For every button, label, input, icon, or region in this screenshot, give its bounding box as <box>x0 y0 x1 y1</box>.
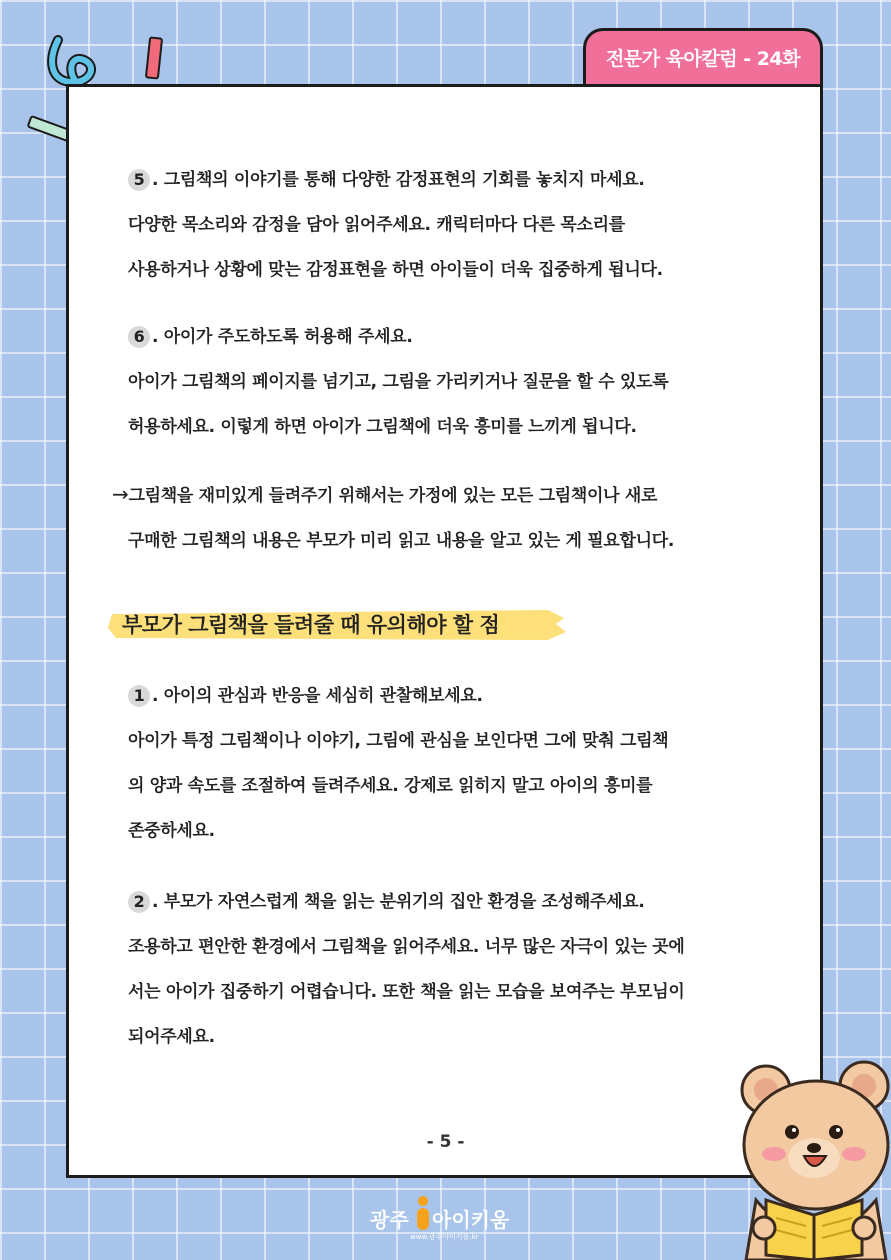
note <box>112 482 792 574</box>
tip-text: 사용하거나 상황에 맞는 감정표현을 하면 아이들이 더욱 집중하게 됩니다. <box>128 260 663 280</box>
tip-number-badge: 1 <box>128 685 150 707</box>
column-tab-label: 전문가 육아칼럼 - 24화 <box>605 48 800 70</box>
tip-6 <box>128 325 768 460</box>
tip-5 <box>128 168 768 303</box>
tip-text: 되어주세요. <box>128 1027 215 1047</box>
tip-text: 아이가 그림책의 페이지를 넘기고, 그림을 가리키거나 질문을 할 수 있도록 <box>128 372 669 392</box>
tip-number-badge: 5 <box>128 169 150 191</box>
gwangju-aikium-logo <box>370 1196 520 1246</box>
note-text: 그림책을 재미있게 들려주기 위해서는 가정에 있는 모든 그림책이나 새로 <box>128 486 658 506</box>
tip-1 <box>128 684 768 864</box>
logo-person-icon <box>414 1196 432 1232</box>
column-tab <box>583 28 823 84</box>
tip-number-badge: 6 <box>128 326 150 348</box>
tip-text: 조용하고 편안한 환경에서 그림책을 읽어주세요. 너무 많은 자극이 있는 곳에 <box>128 937 685 957</box>
tip-title: . 아이의 관심과 반응을 세심히 관찰해보세요. <box>152 686 483 706</box>
logo-text-left: 광주 <box>370 1208 409 1232</box>
tip-text: 의 양과 속도를 조절하여 들려주세요. 강제로 읽히지 말고 아이의 흥미를 <box>128 776 653 796</box>
tip-text: 허용하세요. 이렇게 하면 아이가 그림책에 더욱 흥미를 느끼게 됩니다. <box>128 417 637 437</box>
tip-text: 서는 아이가 집중하기 어렵습니다. 또한 책을 읽는 모습을 보여주는 부모님이 <box>128 982 685 1002</box>
bear-mascot-icon <box>736 1050 891 1260</box>
page-number: - 5 - <box>426 1132 465 1152</box>
note-text: 구매한 그림책의 내용은 부모가 미리 읽고 내용을 알고 있는 게 필요합니다. <box>128 531 675 551</box>
pink-bar-decoration <box>140 34 170 84</box>
tip-title: . 그림책의 이야기를 통해 다양한 감정표현의 기회를 놓치지 마세요. <box>152 170 645 190</box>
section-title-text: 부모가 그림책을 들려줄 때 유의해야 할 점 <box>122 613 500 637</box>
logo-url: www.광주아이키움.kr <box>410 1233 479 1241</box>
tip-number-badge: 2 <box>128 891 150 913</box>
section-title <box>108 604 568 644</box>
tip-text: 존중하세요. <box>128 821 215 841</box>
tip-title: . 아이가 주도하도록 허용해 주세요. <box>152 327 413 347</box>
tip-title: . 부모가 자연스럽게 책을 읽는 분위기의 집안 환경을 조성해주세요. <box>152 892 645 912</box>
tip-text: 아이가 특정 그림책이나 이야기, 그림에 관심을 보인다면 그에 맞춰 그림책 <box>128 731 669 751</box>
arrow-icon: → <box>112 482 129 506</box>
tip-2 <box>128 890 768 1070</box>
tip-text: 다양한 목소리와 감정을 담아 읽어주세요. 캐릭터마다 다른 목소리를 <box>128 215 625 235</box>
logo-text-right: 아이키움 <box>432 1208 510 1232</box>
